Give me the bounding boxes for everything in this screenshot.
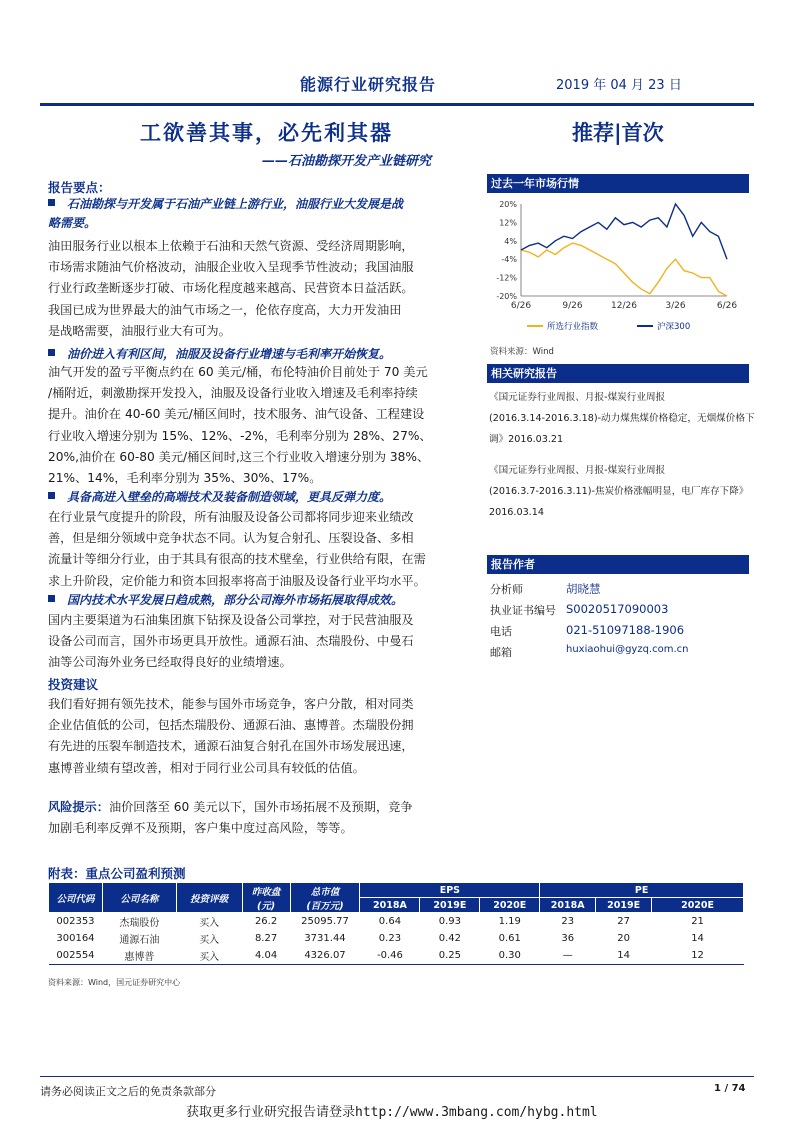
summary-bullet-3: 具备高进入壁垒的高端技术及装备制造领域，更具反弹力度。 [48, 488, 470, 507]
earnings-forecast-table [48, 882, 744, 965]
x-tick-label: 3/26 [665, 301, 686, 311]
footer-divider [40, 1076, 754, 1077]
y-tick-label: -20% [496, 292, 517, 301]
col-eps-2020e: 2020E [480, 898, 540, 913]
risk-paragraph: 风险提示：油价回落至 60 美元以下，国外市场拓展不及预期，竞争 加剧毛利率反弹不及预期，客户集中度过高风险，等等。 [48, 800, 413, 836]
y-tick-label: 20% [499, 200, 517, 209]
table-row: 300164 通源石油 买入 8.27 3731.44 0.23 0.42 0.61 36 20 14 [56, 933, 704, 946]
col-market-cap: 总市值 (百万元) [290, 883, 360, 913]
legend-label: 所选行业指数 [547, 322, 599, 332]
summary-bullet-4: 国内技术水平发展日趋成熟，部分公司海外市场拓展取得成效。 [48, 591, 470, 610]
email-label: 邮箱 [490, 646, 512, 659]
disclaimer-note: 请务必阅读正文之后的免责条款部分 [40, 1085, 216, 1098]
summary-bullet-1: 石油勘探与开发属于石油产业链上游行业，油服行业大发展是战 略需要。 [48, 197, 404, 230]
related-report-1[interactable]: 《国元证券行业周报、月报-煤炭行业周报 (2016.3.14-2016.3.18)-动力煤焦煤价格稳定，无烟煤价格下 调》2016.03.21 [489, 392, 755, 445]
header-divider [40, 103, 754, 106]
report-title: 工欲善其事，必先利其器 [140, 121, 393, 145]
report-series-title: 能源行业研究报告 [300, 75, 437, 94]
summary-heading: 报告要点： [48, 180, 111, 195]
footer-url-line[interactable]: 获取更多行业研究报告请登录http://www.3mbang.com/hybg.html [186, 1105, 598, 1120]
summary-bullet-2: 油价进入有利区间，油服及设备行业增速与毛利率开始恢复。 [48, 345, 470, 364]
license-number: S0020517090003 [566, 602, 669, 616]
table-row: 002353 杰瑞股份 买入 26.2 25095.77 0.64 0.93 1.19 23 27 21 [56, 916, 704, 929]
report-date: 2019 年 04 月 23 日 [556, 78, 682, 93]
y-tick-label: -12% [496, 273, 517, 283]
bullet-square-icon [48, 595, 55, 602]
risk-label: 风险提示： [48, 800, 109, 814]
chart-legend [527, 321, 690, 332]
x-tick-label: 6/26 [510, 301, 532, 311]
col-company-code: 公司代码 [49, 883, 103, 913]
y-tick-label: -4% [501, 255, 517, 265]
analyst-label: 分析师 [490, 583, 523, 596]
chart-series-group [521, 204, 727, 296]
rating-label: 推荐|首次 [572, 121, 664, 145]
col-close-price: 昨收盘 (元) [242, 883, 290, 913]
y-tick-label: 12% [499, 218, 517, 228]
summary-paragraph-1: 油田服务行业以根本上依赖于石油和天然气资源、受经济周期影响， 市场需求随油气价格波动，油服企业收入呈现季节性波动；我国油服 行业行政垄断逐步打破、市场化程度越来越高、民营资本日益活跃。 我国已成为世界最大的油气市场之一，伦依存度高，大力开发油田 是战略需要，油服行业大有可为。 [48, 239, 414, 338]
phone-number: 021-51097188-1906 [566, 623, 685, 637]
series-line-1 [521, 243, 727, 296]
col-eps-2019e: 2019E [420, 898, 480, 913]
page-number: 1 / 74 [714, 1083, 746, 1094]
summary-paragraph-3: 在行业景气度提升的阶段，所有油服及设备公司都将同步迎来业绩改 善，但是细分领域中竞争状态不同。认为复合射孔、压裂设备、多相 流量计等细分行业，由于其具有很高的技术壁垒，行业供给有限，在需 求上升阶段，定价能力和资本回报率将高于油服及设备行业平均水平。 [48, 510, 426, 588]
email-address[interactable]: huxiaohui@gyzq.com.cn [566, 644, 689, 655]
table-source: 资料来源：Wind，国元证券研究中心 [48, 978, 181, 987]
bullet-square-icon [48, 492, 55, 499]
col-pe: PE [540, 883, 744, 898]
series-line-2 [521, 204, 727, 259]
x-tick-label: 9/26 [562, 301, 583, 311]
summary-paragraph-2: 油气开发的盈亏平衡点约在 60 美元/桶，布伦特油价目前处于 70 美元 /桶附近，刺激勘探开发投入，油服及设备行业收入增速及毛利率持续 提升。油价在 40-60 美元/桶区间时，技术服务、油气设备、工程建设 行业收入增速分别为 15%、12%、-2%，毛利率分别为 28%、27%、 20%,油价在 60-80 美元/桶区间时,这三个行业收入增速分别为 38%、 21%、14%，毛利率分别为 35%、30%、17%。 [48, 365, 432, 486]
analyst-name: 胡晓慧 [566, 582, 601, 596]
col-pe-2019e: 2019E [596, 898, 652, 913]
bullet-square-icon [48, 349, 55, 356]
y-tick-label: 4% [504, 236, 517, 246]
legend-label: 沪深300 [657, 322, 691, 332]
bullet-square-icon [48, 199, 55, 206]
chart-source: 资料来源：Wind [490, 347, 554, 357]
col-rating: 投资评级 [176, 883, 242, 913]
related-report-2[interactable]: 《国元证券行业周报、月报-煤炭行业周报 (2016.3.7-2016.3.11)-焦炭价格涨幅明显，电厂库存下降》 2016.03.14 [489, 465, 749, 518]
col-eps-2018a: 2018A [360, 898, 420, 913]
summary-paragraph-4: 国内主要渠道为石油集团旗下钻探及设备公司掌控，对于民营油服及 设备公司而言，国外市场更具开放性。通源石油、杰瑞股份、中曼石 油等公司海外业务已经取得良好的业绩增速。 [48, 613, 414, 670]
report-subtitle: ——石油勘探开发产业链研究 [262, 154, 432, 169]
table-caption: 附表：重点公司盈利预测 [48, 866, 186, 881]
investment-heading: 投资建议 [48, 677, 99, 692]
col-company-name: 公司名称 [102, 883, 176, 913]
market-chart-heading: 过去一年市场行情 [487, 174, 749, 193]
license-label: 执业证书编号 [490, 604, 556, 617]
investment-paragraph: 我们看好拥有领先技术，能参与国外市场竞争，客户分散，相对同类 企业估值低的公司，包括杰瑞股份、通源石油、惠博普。杰瑞股份拥 有先进的压裂车制造技术，通源石油复合射孔在国外市场发展迅速， 惠博普业绩有望改善，相对于同行业公司具有较低的估值。 [48, 697, 414, 775]
col-pe-2018a: 2018A [540, 898, 596, 913]
col-pe-2020e: 2020E [652, 898, 744, 913]
table-row: 002554 惠博普 买入 4.04 4326.07 -0.46 0.25 0.30 — 14 12 [49, 947, 744, 965]
market-trend-chart [487, 196, 749, 338]
x-tick-label: 6/26 [716, 301, 738, 311]
analyst-heading: 报告作者 [487, 555, 749, 574]
x-tick-label: 12/26 [611, 301, 637, 311]
col-eps: EPS [360, 883, 540, 898]
related-reports-heading: 相关研究报告 [487, 364, 749, 383]
phone-label: 电话 [490, 625, 512, 638]
chart-axes [496, 200, 737, 311]
